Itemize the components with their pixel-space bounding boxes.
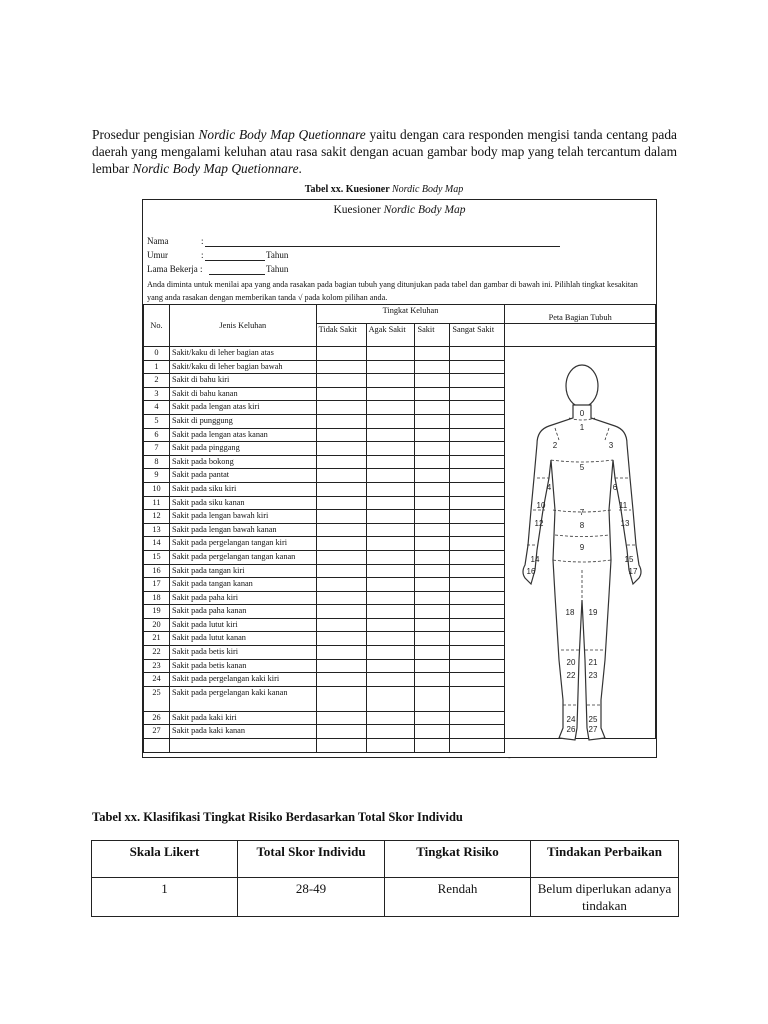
row-number: 16 (144, 564, 170, 578)
risk-header-skala: Skala Likert (92, 841, 238, 878)
checkbox-cell-agak-sakit[interactable] (366, 618, 415, 632)
checkbox-cell-sangat-sakit[interactable] (450, 428, 505, 442)
checkbox-cell-tidak-sakit[interactable] (316, 414, 366, 428)
form-instruction: Anda diminta untuk menilai apa yang anda rasakan pada bagian tubuh yang ditunjukan pada tabel dan gambar di bawah ini. Pilihlah tingkat kesakitan yang anda rasakan dengan memberikan tanda √ pada kolom pilihan anda. (147, 280, 638, 302)
checkbox-cell-sakit[interactable] (415, 455, 450, 469)
body-region-label: 7 (579, 508, 585, 517)
row-complaint: Sakit/kaku di leher bagian atas (169, 347, 316, 361)
row-number: 19 (144, 605, 170, 619)
checkbox-cell-agak-sakit[interactable] (366, 578, 415, 592)
checkbox-cell-agak-sakit[interactable] (366, 510, 415, 524)
body-region-label: 24 (566, 715, 576, 724)
checkbox-cell-tidak-sakit[interactable] (316, 482, 366, 496)
checkbox-cell-sakit[interactable] (415, 387, 450, 401)
checkbox-cell-sangat-sakit[interactable] (450, 414, 505, 428)
checkbox-cell-agak-sakit[interactable] (366, 414, 415, 428)
row-complaint: Sakit pada bokong (169, 455, 316, 469)
checkbox-cell-tidak-sakit[interactable] (316, 387, 366, 401)
tick-mark: - (508, 753, 511, 762)
checkbox-cell-agak-sakit[interactable] (366, 711, 415, 725)
row-complaint: Sakit di bahu kiri (169, 374, 316, 388)
intro-text-1: Prosedur pengisian (92, 127, 199, 142)
body-region-label: 26 (566, 725, 576, 734)
checkbox-cell-tidak-sakit[interactable] (316, 523, 366, 537)
row-complaint: Sakit pada pantat (169, 469, 316, 483)
checkbox-cell-sangat-sakit[interactable] (450, 510, 505, 524)
row-number: 24 (144, 673, 170, 687)
row-number: 17 (144, 578, 170, 592)
body-region-label: 23 (588, 671, 598, 680)
row-complaint: Sakit pada tangan kanan (169, 578, 316, 592)
checkbox-cell-agak-sakit[interactable] (366, 632, 415, 646)
row-number: 23 (144, 659, 170, 673)
lama-bekerja-field[interactable] (209, 274, 265, 275)
checkbox-cell-sangat-sakit[interactable] (450, 523, 505, 537)
risk-cell: Rendah (385, 878, 531, 917)
header-jenis-keluhan: Jenis Keluhan (169, 305, 316, 347)
row-complaint: Sakit pada pergelangan kaki kanan (169, 686, 316, 711)
row-complaint: Sakit pada pergelangan kaki kiri (169, 673, 316, 687)
blank-cell (144, 739, 170, 753)
header-tidak-sakit: Tidak Sakit (316, 324, 366, 347)
checkbox-cell-sangat-sakit[interactable] (450, 725, 505, 739)
row-number: 2 (144, 374, 170, 388)
checkbox-cell-sakit[interactable] (415, 414, 450, 428)
row-number: 20 (144, 618, 170, 632)
checkbox-cell-tidak-sakit[interactable] (316, 442, 366, 456)
questionnaire-form (142, 199, 657, 758)
checkbox-cell-tidak-sakit[interactable] (316, 537, 366, 551)
row-number: 22 (144, 646, 170, 660)
umur-colon: : (201, 250, 204, 260)
body-map-figure (507, 360, 657, 750)
row-complaint: Sakit pada kaki kanan (169, 725, 316, 739)
row-complaint: Sakit pada lutut kanan (169, 632, 316, 646)
checkbox-cell-sakit[interactable] (415, 578, 450, 592)
checkbox-cell-agak-sakit[interactable] (366, 550, 415, 564)
umur-unit: Tahun (266, 250, 289, 260)
body-region-label: 5 (579, 463, 585, 472)
blank-cell (316, 739, 366, 753)
checkbox-cell-sangat-sakit[interactable] (450, 455, 505, 469)
body-region-label: 15 (624, 555, 634, 564)
body-region-label: 21 (588, 658, 598, 667)
row-number: 0 (144, 347, 170, 361)
intro-paragraph (92, 126, 677, 178)
risk-cell: 28-49 (238, 878, 385, 917)
checkbox-cell-sakit[interactable] (415, 605, 450, 619)
checkbox-cell-sakit[interactable] (415, 659, 450, 673)
checkbox-cell-sakit[interactable] (415, 469, 450, 483)
checkbox-cell-sakit[interactable] (415, 673, 450, 687)
checkbox-cell-tidak-sakit[interactable] (316, 374, 366, 388)
header-peta-bagian-tubuh: Peta Bagian Tubuh (505, 305, 656, 324)
row-complaint: Sakit pada lengan atas kiri (169, 401, 316, 415)
body-region-label: 19 (588, 608, 598, 617)
checkbox-cell-agak-sakit[interactable] (366, 725, 415, 739)
checkbox-cell-sangat-sakit[interactable] (450, 482, 505, 496)
row-complaint: Sakit pada betis kiri (169, 646, 316, 660)
checkbox-cell-agak-sakit[interactable] (366, 659, 415, 673)
checkbox-cell-sakit[interactable] (415, 632, 450, 646)
checkbox-cell-sakit[interactable] (415, 428, 450, 442)
body-region-label: 20 (566, 658, 576, 667)
checkbox-cell-sakit[interactable] (415, 618, 450, 632)
checkbox-cell-sakit[interactable] (415, 523, 450, 537)
body-region-label: 22 (566, 671, 576, 680)
checkbox-cell-agak-sakit[interactable] (366, 496, 415, 510)
checkbox-cell-agak-sakit[interactable] (366, 523, 415, 537)
body-region-label: 1 (579, 423, 585, 432)
row-number: 12 (144, 510, 170, 524)
form-title-prefix: Kuesioner (333, 204, 384, 216)
body-region-label: 14 (530, 555, 540, 564)
complaint-row (144, 347, 656, 361)
checkbox-cell-tidak-sakit[interactable] (316, 360, 366, 374)
checkbox-cell-sangat-sakit[interactable] (450, 401, 505, 415)
checkbox-cell-sakit[interactable] (415, 374, 450, 388)
body-region-label: 11 (618, 501, 628, 510)
checkbox-cell-tidak-sakit[interactable] (316, 591, 366, 605)
row-number: 1 (144, 360, 170, 374)
body-region-label: 27 (588, 725, 598, 734)
checkbox-cell-sakit[interactable] (415, 686, 450, 711)
checkbox-cell-sangat-sakit[interactable] (450, 537, 505, 551)
checkbox-cell-sangat-sakit[interactable] (450, 347, 505, 361)
umur-label: Umur (147, 250, 168, 260)
checkbox-cell-agak-sakit[interactable] (366, 686, 415, 711)
checkbox-cell-sakit[interactable] (415, 442, 450, 456)
row-number: 14 (144, 537, 170, 551)
checkbox-cell-tidak-sakit[interactable] (316, 455, 366, 469)
row-number: 5 (144, 414, 170, 428)
row-complaint: Sakit pada lengan atas kanan (169, 428, 316, 442)
checkbox-cell-sakit[interactable] (415, 360, 450, 374)
checkbox-cell-tidak-sakit[interactable] (316, 605, 366, 619)
body-region-label: 3 (608, 441, 614, 450)
checkbox-cell-tidak-sakit[interactable] (316, 659, 366, 673)
checkbox-cell-agak-sakit[interactable] (366, 387, 415, 401)
row-complaint: Sakit pada tangan kiri (169, 564, 316, 578)
checkbox-cell-sakit[interactable] (415, 725, 450, 739)
blank-cell (415, 739, 450, 753)
checkbox-cell-tidak-sakit[interactable] (316, 578, 366, 592)
row-complaint: Sakit pada kaki kiri (169, 711, 316, 725)
checkbox-cell-sakit[interactable] (415, 496, 450, 510)
nama-colon: : (201, 236, 204, 246)
checkbox-cell-sangat-sakit[interactable] (450, 659, 505, 673)
row-complaint: Sakit pada siku kanan (169, 496, 316, 510)
table-caption-2: Tabel xx. Klasifikasi Tingkat Risiko Berdasarkan Total Skor Individu (92, 810, 463, 824)
form-title (143, 204, 656, 216)
body-region-label: 12 (534, 519, 544, 528)
body-region-label: 6 (612, 483, 618, 492)
header-no: No. (144, 305, 170, 347)
caption1-italic: Nordic Body Map (391, 184, 464, 195)
risk-cell: Belum diperlukan adanya tindakan (531, 878, 679, 917)
row-complaint: Sakit pada paha kiri (169, 591, 316, 605)
row-complaint: Sakit pada pinggang (169, 442, 316, 456)
checkbox-cell-tidak-sakit[interactable] (316, 510, 366, 524)
risk-header-tingkat: Tingkat Risiko (385, 841, 531, 878)
blank-cell (366, 739, 415, 753)
checkbox-cell-tidak-sakit[interactable] (316, 564, 366, 578)
checkbox-cell-tidak-sakit[interactable] (316, 347, 366, 361)
body-region-label: 8 (579, 521, 585, 530)
row-number: 10 (144, 482, 170, 496)
checkbox-cell-tidak-sakit[interactable] (316, 618, 366, 632)
row-complaint: Sakit pada siku kiri (169, 482, 316, 496)
nama-field[interactable] (205, 246, 560, 247)
row-number: 3 (144, 387, 170, 401)
checkbox-cell-agak-sakit[interactable] (366, 537, 415, 551)
checkbox-cell-sangat-sakit[interactable] (450, 550, 505, 564)
body-region-label: 17 (628, 567, 638, 576)
checkbox-cell-tidak-sakit[interactable] (316, 632, 366, 646)
checkbox-cell-agak-sakit[interactable] (366, 374, 415, 388)
checkbox-cell-sangat-sakit[interactable] (450, 442, 505, 456)
body-region-label: 4 (546, 483, 552, 492)
row-number: 8 (144, 455, 170, 469)
checkbox-cell-tidak-sakit[interactable] (316, 646, 366, 660)
body-region-label: 25 (588, 715, 598, 724)
header-sakit: Sakit (415, 324, 450, 347)
body-region-label: 2 (552, 441, 558, 450)
checkbox-cell-agak-sakit[interactable] (366, 591, 415, 605)
checkbox-cell-tidak-sakit[interactable] (316, 673, 366, 687)
intro-italic-1: Nordic Body Map Quetionnare (198, 127, 366, 142)
checkbox-cell-sangat-sakit[interactable] (450, 632, 505, 646)
blank-cell (450, 739, 505, 753)
checkbox-cell-agak-sakit[interactable] (366, 673, 415, 687)
row-complaint: Sakit pada pergelangan tangan kiri (169, 537, 316, 551)
checkbox-cell-sakit[interactable] (415, 646, 450, 660)
intro-italic-2: Nordic Body Map Quetionnare (132, 161, 299, 177)
row-number: 21 (144, 632, 170, 646)
header-sangat-sakit: Sangat Sakit (450, 324, 505, 347)
body-region-label: 9 (579, 543, 585, 552)
row-number: 18 (144, 591, 170, 605)
checkbox-cell-agak-sakit[interactable] (366, 360, 415, 374)
row-number: 7 (144, 442, 170, 456)
checkbox-cell-tidak-sakit[interactable] (316, 496, 366, 510)
body-region-label: 18 (565, 608, 575, 617)
checkbox-cell-agak-sakit[interactable] (366, 469, 415, 483)
checkbox-cell-sakit[interactable] (415, 347, 450, 361)
checkbox-cell-agak-sakit[interactable] (366, 442, 415, 456)
checkbox-cell-sangat-sakit[interactable] (450, 496, 505, 510)
checkbox-cell-sangat-sakit[interactable] (450, 469, 505, 483)
row-complaint: Sakit di bahu kanan (169, 387, 316, 401)
checkbox-cell-tidak-sakit[interactable] (316, 428, 366, 442)
checkbox-cell-sangat-sakit[interactable] (450, 387, 505, 401)
checkbox-cell-agak-sakit[interactable] (366, 455, 415, 469)
risk-header-tindakan: Tindakan Perbaikan (531, 841, 679, 878)
checkbox-cell-agak-sakit[interactable] (366, 564, 415, 578)
lama-bekerja-unit: Tahun (266, 264, 289, 274)
row-number: 9 (144, 469, 170, 483)
checkbox-cell-sangat-sakit[interactable] (450, 618, 505, 632)
row-number: 27 (144, 725, 170, 739)
checkbox-cell-sakit[interactable] (415, 401, 450, 415)
caption1-bold: Tabel xx. Kuesioner (304, 184, 392, 195)
checkbox-cell-agak-sakit[interactable] (366, 482, 415, 496)
checkbox-cell-sangat-sakit[interactable] (450, 673, 505, 687)
checkbox-cell-sakit[interactable] (415, 510, 450, 524)
header-peta-spacer (505, 324, 656, 347)
row-complaint: Sakit pada paha kanan (169, 605, 316, 619)
checkbox-cell-sakit[interactable] (415, 537, 450, 551)
checkbox-cell-agak-sakit[interactable] (366, 428, 415, 442)
checkbox-cell-agak-sakit[interactable] (366, 347, 415, 361)
checkbox-cell-agak-sakit[interactable] (366, 646, 415, 660)
row-number: 11 (144, 496, 170, 510)
intro-text-2: yaitu dengan cara responden mengisi tanda centang pada daerah yang mengalami keluhan atau rasa sakit dengan acuan gambar body map yang telah tercantum dalam lembar (92, 127, 677, 177)
blank-cell (169, 739, 316, 753)
risk-cell: 1 (92, 878, 238, 917)
checkbox-cell-sakit[interactable] (415, 564, 450, 578)
checkbox-cell-sakit[interactable] (415, 482, 450, 496)
lama-bekerja-label: Lama Bekerja : (147, 264, 203, 274)
checkbox-cell-sangat-sakit[interactable] (450, 564, 505, 578)
row-complaint: Sakit di punggung (169, 414, 316, 428)
checkbox-cell-sakit[interactable] (415, 550, 450, 564)
risk-header-total: Total Skor Individu (238, 841, 385, 878)
checkbox-cell-sangat-sakit[interactable] (450, 374, 505, 388)
risk-classification-table (91, 840, 679, 917)
row-complaint: Sakit pada lengan bawah kanan (169, 523, 316, 537)
header-tingkat-keluhan: Tingkat Keluhan (316, 305, 505, 324)
row-complaint: Sakit pada pergelangan tangan kanan (169, 550, 316, 564)
checkbox-cell-sakit[interactable] (415, 711, 450, 725)
body-region-label: 16 (526, 567, 536, 576)
body-region-label: 0 (579, 409, 585, 418)
nama-label: Nama (147, 236, 169, 246)
checkbox-cell-sangat-sakit[interactable] (450, 591, 505, 605)
checkbox-cell-tidak-sakit[interactable] (316, 711, 366, 725)
checkbox-cell-tidak-sakit[interactable] (316, 725, 366, 739)
row-number: 4 (144, 401, 170, 415)
umur-field[interactable] (205, 260, 265, 261)
checkbox-cell-tidak-sakit[interactable] (316, 401, 366, 415)
checkbox-cell-sangat-sakit[interactable] (450, 605, 505, 619)
header-agak-sakit: Agak Sakit (366, 324, 415, 347)
body-region-label: 13 (620, 519, 630, 528)
row-number: 15 (144, 550, 170, 564)
row-number: 6 (144, 428, 170, 442)
row-number: 26 (144, 711, 170, 725)
checkbox-cell-sangat-sakit[interactable] (450, 646, 505, 660)
row-complaint: Sakit/kaku di leher bagian bawah (169, 360, 316, 374)
checkbox-cell-tidak-sakit[interactable] (316, 686, 366, 711)
checkbox-cell-sakit[interactable] (415, 591, 450, 605)
body-region-label: 10 (536, 501, 546, 510)
row-complaint: Sakit pada lutut kiri (169, 618, 316, 632)
checkbox-cell-tidak-sakit[interactable] (316, 550, 366, 564)
row-complaint: Sakit pada lengan bawah kiri (169, 510, 316, 524)
checkbox-cell-agak-sakit[interactable] (366, 605, 415, 619)
form-title-italic: Nordic Body Map (383, 204, 466, 216)
table-caption-1 (0, 184, 768, 195)
checkbox-cell-agak-sakit[interactable] (366, 401, 415, 415)
intro-text-3: . (298, 161, 302, 177)
body-outline (523, 365, 641, 740)
row-number: 25 (144, 686, 170, 711)
row-number: 13 (144, 523, 170, 537)
checkbox-cell-sangat-sakit[interactable] (450, 711, 505, 725)
checkbox-cell-sangat-sakit[interactable] (450, 578, 505, 592)
checkbox-cell-tidak-sakit[interactable] (316, 469, 366, 483)
checkbox-cell-sangat-sakit[interactable] (450, 360, 505, 374)
checkbox-cell-sangat-sakit[interactable] (450, 686, 505, 711)
row-complaint: Sakit pada betis kanan (169, 659, 316, 673)
